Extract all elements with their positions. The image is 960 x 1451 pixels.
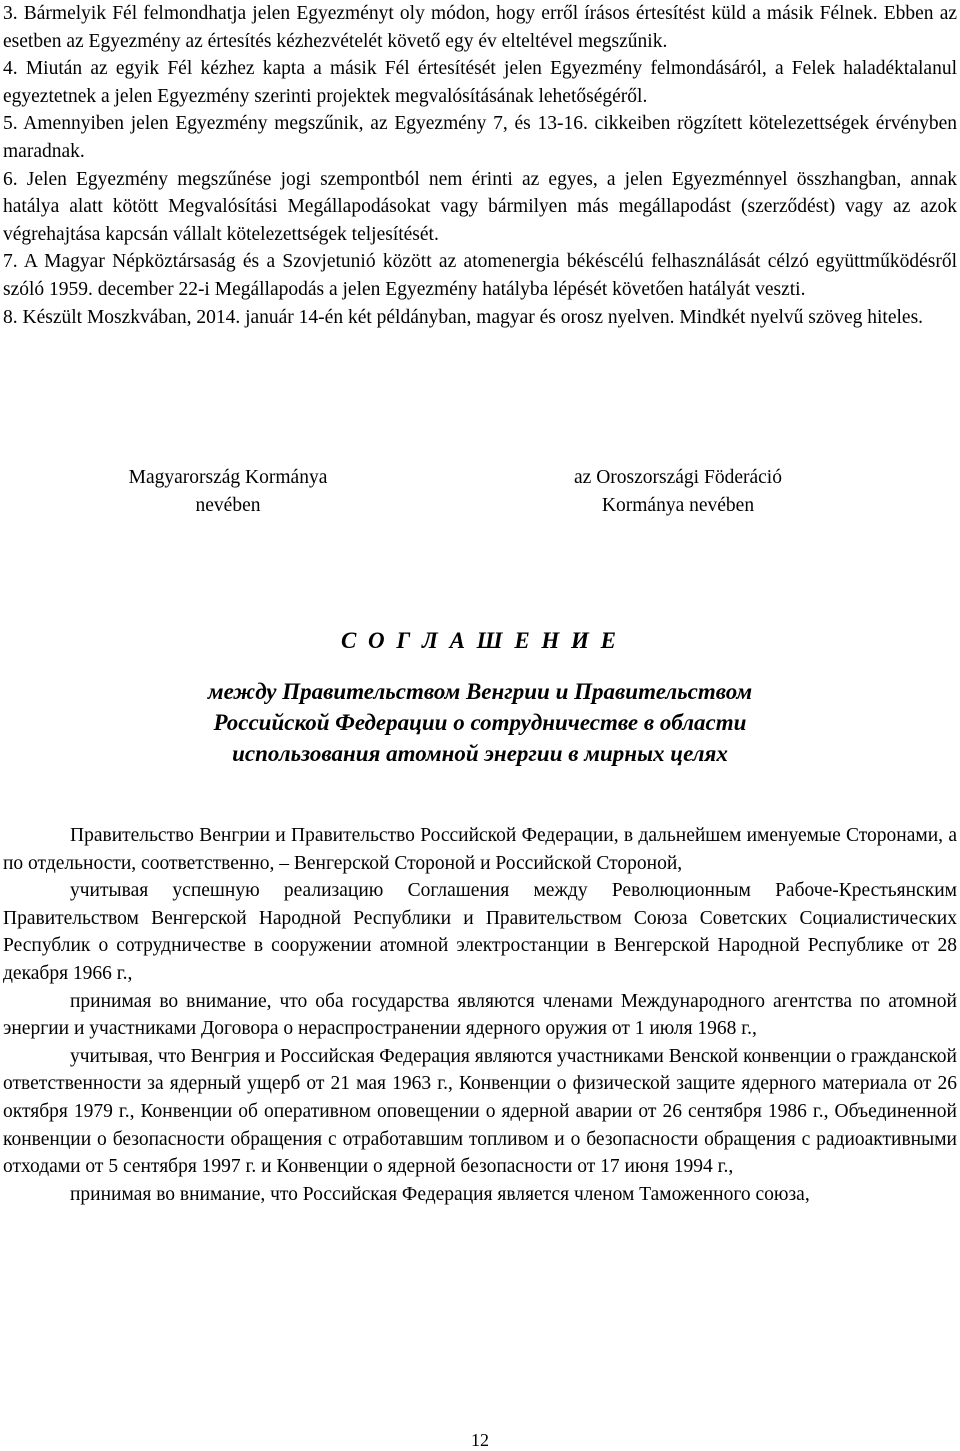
signature-russia-line1: az Oroszországi Föderáció [574, 467, 782, 488]
signature-hungary [78, 464, 378, 520]
russian-paragraph-4: учитывая, что Венгрия и Российская Федерация являются участниками Венской конвенции о гражданской ответственности за ядерный ущерб от 21 мая 1963 г., Конвенции о физической защите ядерного материала от 26 октября 1979 г., Конвенции об оперативном оповещении о ядерной аварии от 26 сентября 1986 г., Объединенной конвенции о безопасности обращения с отработавшим топливом и о безопасности обращения с радиоактивными отходами от 5 сентября 1997 г. и Конвенции о ядерной безопасности от 17 июня 1994 г., [3, 1045, 957, 1178]
russian-paragraph-2: учитывая успешную реализацию Соглашения между Революционным Рабоче-Крестьянским Правительством Венгерской Народной Республики и Правительством Союза Советских Социалистических Республик о сотрудничестве в сооружении атомной электростанции в Венгерской Народной Республике от 28 декабря 1966 г., [3, 880, 957, 984]
russian-agreement-title: С О Г Л А Ш Е Н И Е [340, 628, 620, 653]
hungarian-paragraph-8: 8. Készült Moszkvában, 2014. január 14-én két példányban, magyar és orosz nyelven. Mindkét nyelvű szöveg hiteles. [3, 306, 924, 328]
russian-paragraph-5: принимая во внимание, что Российская Федерация является членом Таможенного союза, [70, 1183, 810, 1205]
hungarian-paragraph-5: 5. Amennyiben jelen Egyezmény megszűnik, az Egyezmény 7, és 13-16. cikkeiben rögzített kötelezettségek érvényben maradnak. [3, 113, 957, 162]
signature-russia [528, 464, 828, 520]
hungarian-section [3, 0, 957, 331]
subtitle-line-3: использования атомной энергии в мирных целях [232, 741, 728, 766]
hungarian-paragraph-3: 3. Bármelyik Fél felmondhatja jelen Egyezményt oly módon, hogy erről írásos értesítést küld a másik Félnek. Ebben az esetben az Egyezmény az értesítés kézhezvételét követő egy év elteltével megszűnik. [3, 3, 957, 52]
russian-paragraph-3: принимая во внимание, что оба государства являются членами Международного агентства по атомной энергии и участниками Договора о нераспространении ядерного оружия от 1 июля 1968 г., [3, 990, 957, 1040]
signature-hungary-line2: nevében [195, 495, 261, 516]
hungarian-paragraph-7: 7. A Magyar Népköztársaság és a Szovjetunió között az atomenergia békéscélú felhasználását célzó együttműködésről szóló 1959. december 22-i Megállapodás a jelen Egyezmény hatályba lépését követően hatályát veszti. [3, 251, 957, 300]
hungarian-paragraph-6: 6. Jelen Egyezmény megszűnése jogi szempontból nem érinti az egyes, a jelen Egyezménnyel összhangban, annak hatálya alatt kötött Megvalósítási Megállapodásokat vagy bármilyen más megállapodást (szerződést) vagy az azok végrehajtása kapcsán vállalt kötelezettségek teljesítését. [3, 168, 957, 245]
subtitle-line-2: Российской Федерации о сотрудничестве в области [213, 710, 747, 735]
russian-agreement-subtitle [0, 676, 960, 769]
subtitle-line-1: между Правительством Венгрии и Правительством [207, 679, 753, 704]
signature-hungary-line1: Magyarország Kormánya [128, 467, 328, 488]
russian-section [3, 822, 957, 1208]
russian-paragraph-1: Правительство Венгрии и Правительство Российской Федерации, в дальнейшем именуемые Сторонами, а по отдельности, соответственно, – Венгерской Стороной и Российской Стороной, [3, 825, 957, 874]
signature-russia-line2: Kormánya nevében [601, 495, 755, 516]
page-number: 12 [471, 1430, 489, 1450]
hungarian-paragraph-4: 4. Miután az egyik Fél kézhez kapta a másik Fél értesítését jelen Egyezmény felmondásáról, a Felek haladéktalanul egyeztetnek a jelen Egyezmény szerinti projektek megvalósításának lehetőségéről. [3, 58, 957, 107]
